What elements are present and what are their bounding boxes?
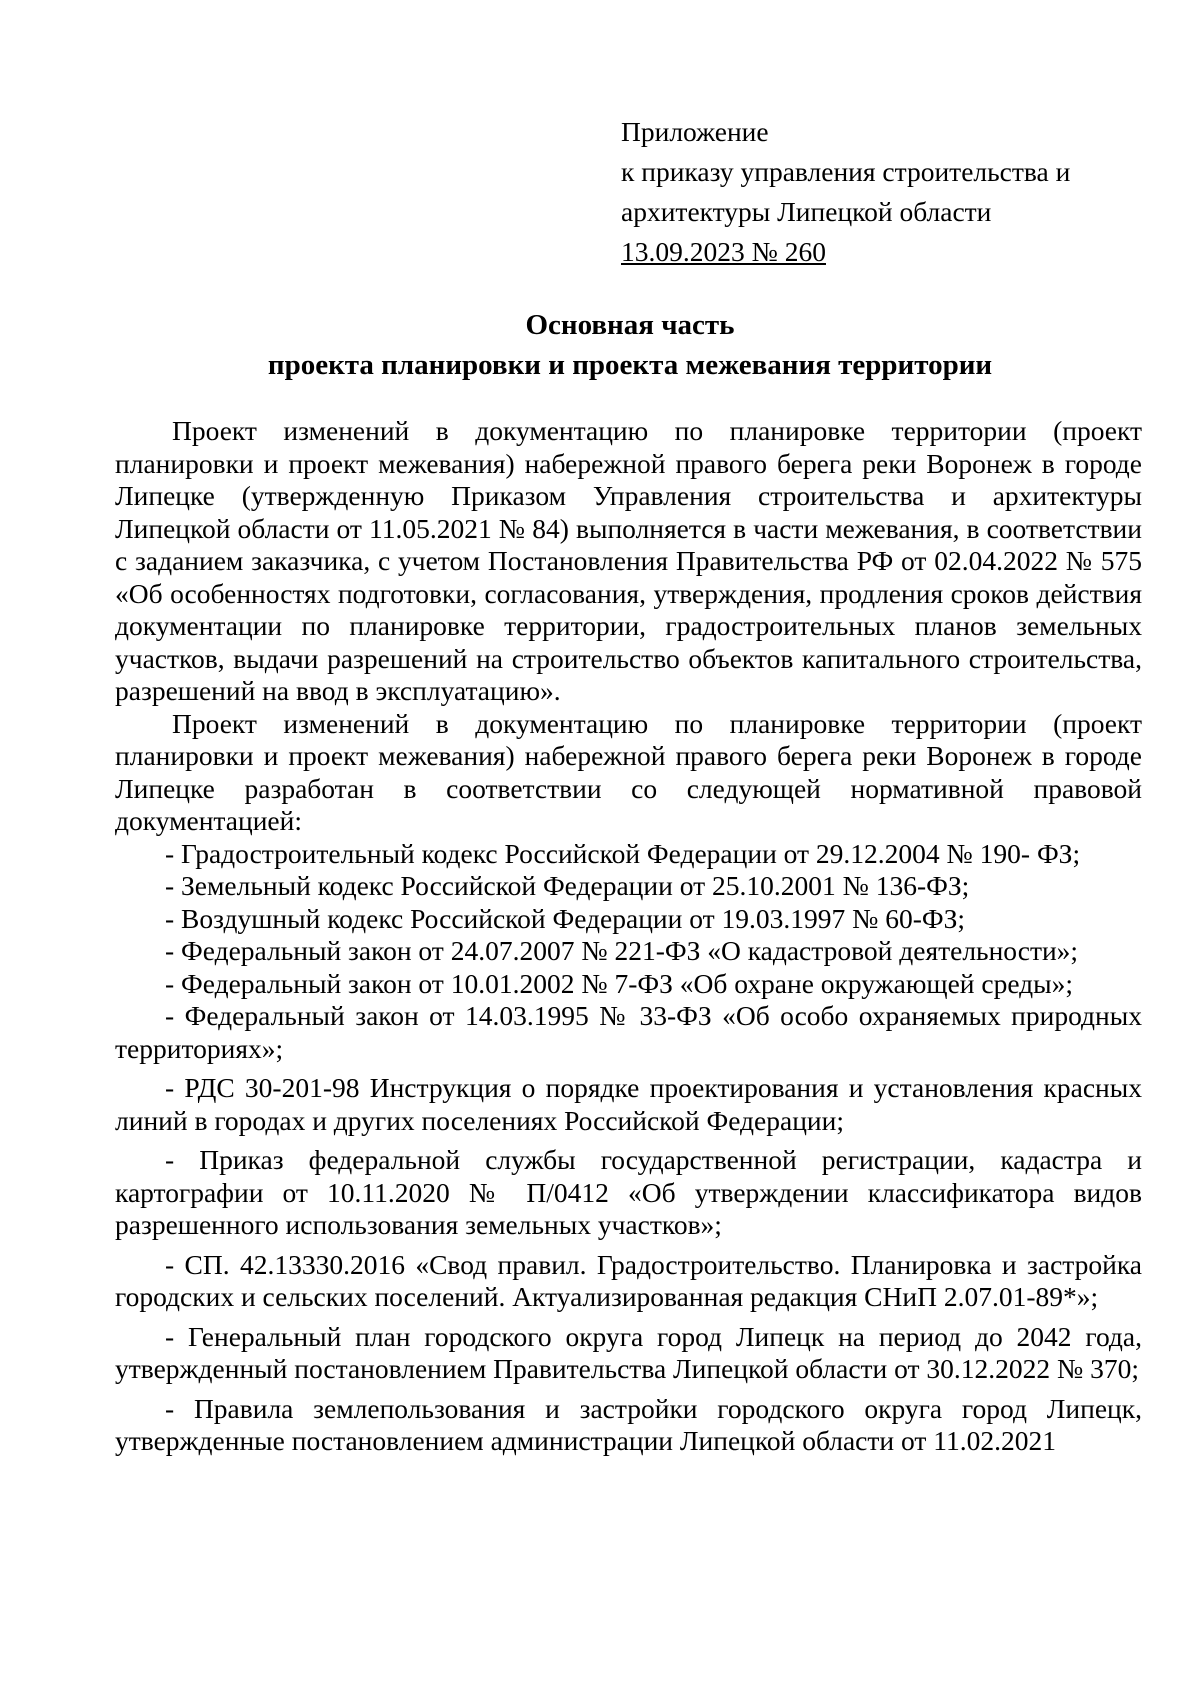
list-item: - СП. 42.13330.2016 «Свод правил. Градостроительство. Планировка и застройка городских и сельских поселений. Актуализированная редакция СНиП 2.07.01-89*»; xyxy=(115,1248,1142,1312)
approval-date-number: 13.09.2023 № 260 xyxy=(621,236,826,267)
list-item: - РДС 30-201-98 Инструкция о порядке проектирования и установления красных линий в городах и других поселениях Российской Федерации; xyxy=(115,1072,1142,1136)
list-item: - Воздушный кодекс Российской Федерации от 19.03.1997 № 60-ФЗ; xyxy=(165,902,966,934)
approval-block xyxy=(621,112,1141,272)
approval-line-appendix: Приложение xyxy=(621,116,769,147)
title-line-1: Основная часть xyxy=(525,309,735,341)
document-title xyxy=(0,305,1200,385)
list-item: - Приказ федеральной службы государственной регистрации, кадастра и картографии от 10.11.2020 № П/0412 «Об утверждении классификатора видов разрешенного использования земельных участков»; xyxy=(115,1144,1142,1240)
list-item: - Градостроительный кодекс Российской Федерации от 29.12.2004 № 190- ФЗ; xyxy=(165,837,1081,869)
title-line-2: проекта планировки и проекта межевания территории xyxy=(267,349,993,381)
paragraph-regulations: Проект изменений в документацию по планировке территории (проект планировки и проект межевания) набережной правого берега реки Воронеж в городе Липецке разработан в соответствии со следующей нормативной правовой документацией: xyxy=(115,707,1142,836)
list-item: - Федеральный закон от 10.01.2002 № 7-ФЗ «Об охране окружающей среды»; xyxy=(165,967,1074,999)
list-item: - Генеральный план городского округа город Липецк на период до 2042 года, утвержденный постановлением Правительства Липецкой области от 30.12.2022 № 370; xyxy=(115,1320,1142,1384)
approval-line-authority: архитектуры Липецкой области xyxy=(621,196,992,227)
approval-line-order: к приказу управления строительства и xyxy=(621,156,1071,187)
list-item: - Земельный кодекс Российской Федерации от 25.10.2001 № 136-ФЗ; xyxy=(165,870,970,901)
list-item: - Федеральный закон от 14.03.1995 № 33-ФЗ «Об особо охраняемых природных территориях»; xyxy=(115,1000,1142,1064)
document-body xyxy=(115,415,1142,1458)
list-item: - Федеральный закон от 24.07.2007 № 221-ФЗ «О кадастровой деятельности»; xyxy=(165,935,1079,966)
paragraph-intro: Проект изменений в документацию по планировке территории (проект планировки и проект межевания) набережной правого берега реки Воронеж в городе Липецке (утвержденную Приказом Управления строительства и архитектуры Липецкой области от 11.05.2021 № 84) выполняется в части межевания, в соответствии с заданием заказчика, с учетом Постановления Правительства РФ от 02.04.2022 № 575 «Об особенностях подготовки, согласования, утверждения, продления сроков действия документации по планировке территории, градостроительных планов земельных участков, выдачи разрешений на строительство объектов капитального строительства, разрешений на ввод в эксплуатацию». xyxy=(115,415,1142,706)
list-item: - Правила землепользования и застройки городского округа город Липецк, утвержденные постановлением администрации Липецкой области от 11.02.2021 xyxy=(115,1392,1142,1456)
